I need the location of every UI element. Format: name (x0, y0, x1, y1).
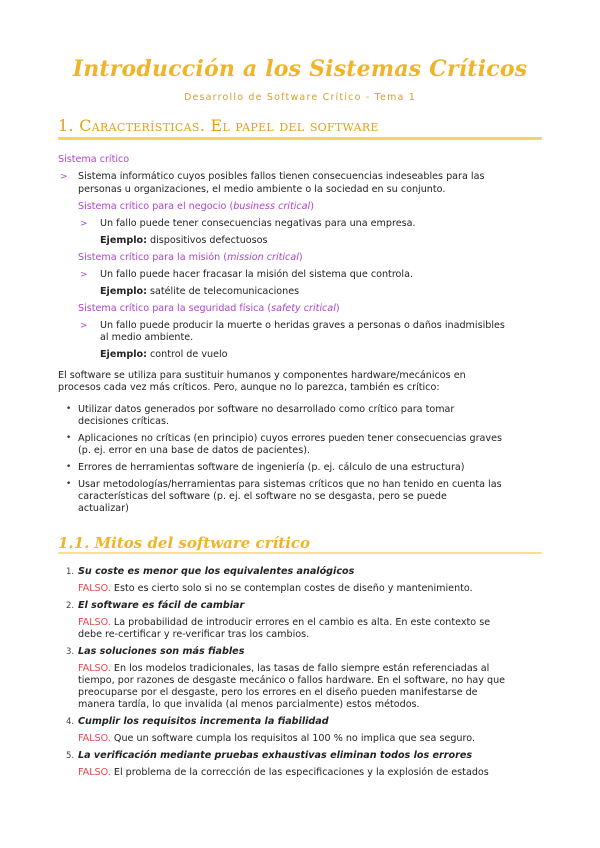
myth-explanation: preocuparse por el desgaste, pero los errores en el diseño pueden manifestarse de (78, 687, 478, 698)
bullet-text: Usar metodologías/herramientas para sistemas críticos que no han tenido en cuenta las (78, 479, 502, 490)
definition-line: personas u organizaciones, el medio ambiente o la sociedad en su conjunto. (78, 184, 446, 195)
type-example: Ejemplo: dispositivos defectuosos (100, 235, 268, 246)
type-label-safety: Sistema crítico para la seguridad física (safety critical) (78, 303, 340, 314)
definition-label: Sistema crítico (58, 154, 130, 165)
arrow-icon: > (80, 219, 88, 229)
myth-explanation: FALSO. En los modelos tradicionales, las tasas de fallo siempre están referenciadas al (78, 663, 490, 674)
bullet-icon: • (66, 433, 72, 443)
myth-number: 2. (66, 601, 75, 611)
type-description: Un fallo puede tener consecuencias negativas para una empresa. (100, 218, 416, 229)
myth-number: 4. (66, 717, 75, 727)
myth-title: Su coste es menor que los equivalentes analógicos (78, 566, 355, 577)
type-label-business: Sistema crítico para el negocio (business critical) (78, 201, 314, 212)
paragraph-line: El software se utiliza para sustituir humanos y componentes hardware/mecánicos en (58, 370, 466, 381)
paragraph-line: procesos cada vez más críticos. Pero, aunque no lo parezca, también es crítico: (58, 382, 440, 393)
type-description: Un fallo puede producir la muerte o heridas graves a personas o daños inadmisibles (100, 320, 505, 331)
type-description: Un fallo puede hacer fracasar la misión del sistema que controla. (100, 269, 414, 280)
arrow-icon: > (80, 270, 88, 280)
document-subtitle: Desarrollo de Software Crítico - Tema 1 (183, 92, 417, 103)
heading-underline (58, 552, 542, 554)
myth-explanation: tiempo, por razones de desgaste mecánico o fallos hardware. En el software, no hay que (78, 675, 506, 686)
bullet-text: Utilizar datos generados por software no desarrollado como crítico para tomar (78, 404, 455, 415)
type-example: Ejemplo: control de vuelo (100, 349, 228, 360)
type-label-mission: Sistema crítico para la misión (mission critical) (78, 252, 303, 263)
myth-explanation: manera tardía, lo que invalida (al menos parcialmente) estos métodos. (78, 699, 420, 710)
bullet-text: (p. ej. error en una base de datos de pacientes). (78, 445, 310, 456)
heading-underline (58, 137, 542, 140)
myth-explanation: FALSO. El problema de la corrección de las especificaciones y la explosión de estados (78, 767, 489, 778)
bullet-text: Errores de herramientas software de ingeniería (p. ej. cálculo de una estructura) (78, 462, 465, 473)
myth-number: 1. (66, 567, 75, 577)
section-heading-1-1: 1.1. Mitos del software crítico (58, 534, 311, 552)
myth-explanation: FALSO. Que un software cumpla los requisitos al 100 % no implica que sea seguro. (78, 733, 475, 744)
type-example: Ejemplo: satélite de telecomunicaciones (100, 286, 300, 297)
bullet-text: características del software (p. ej. el software no se desgasta, pero se puede (78, 491, 447, 502)
myth-number: 3. (66, 647, 75, 657)
myth-title: Las soluciones son más fiables (78, 646, 245, 657)
myth-number: 5. (66, 751, 75, 761)
myth-title: La verificación mediante pruebas exhaustivas eliminan todos los errores (78, 750, 473, 761)
bullet-text: actualizar) (78, 503, 129, 514)
myth-title: El software es fácil de cambiar (78, 600, 245, 611)
bullet-icon: • (66, 479, 72, 489)
bullet-text: Aplicaciones no críticas (en principio) cuyos errores pueden tener consecuencias graves (78, 433, 502, 444)
bullet-icon: • (66, 404, 72, 414)
arrow-icon: > (60, 172, 68, 182)
type-description: al medio ambiente. (100, 332, 194, 343)
document-title: Introducción a los Sistemas Críticos (72, 56, 528, 82)
section-heading-1: 1. Características. El papel del software (58, 116, 379, 135)
arrow-icon: > (80, 321, 88, 331)
bullet-icon: • (66, 462, 72, 472)
bullet-text: decisiones críticas. (78, 416, 170, 427)
myth-explanation: FALSO. Esto es cierto solo si no se contemplan costes de diseño y mantenimiento. (78, 583, 473, 594)
myth-title: Cumplir los requisitos incrementa la fiabilidad (78, 716, 329, 727)
myth-explanation: debe re-certificar y re-verificar tras los cambios. (78, 629, 310, 640)
myth-explanation: FALSO. La probabilidad de introducir errores en el cambio es alta. En este contexto se (78, 617, 491, 628)
definition-line: Sistema informático cuyos posibles fallos tienen consecuencias indeseables para las (78, 171, 485, 182)
